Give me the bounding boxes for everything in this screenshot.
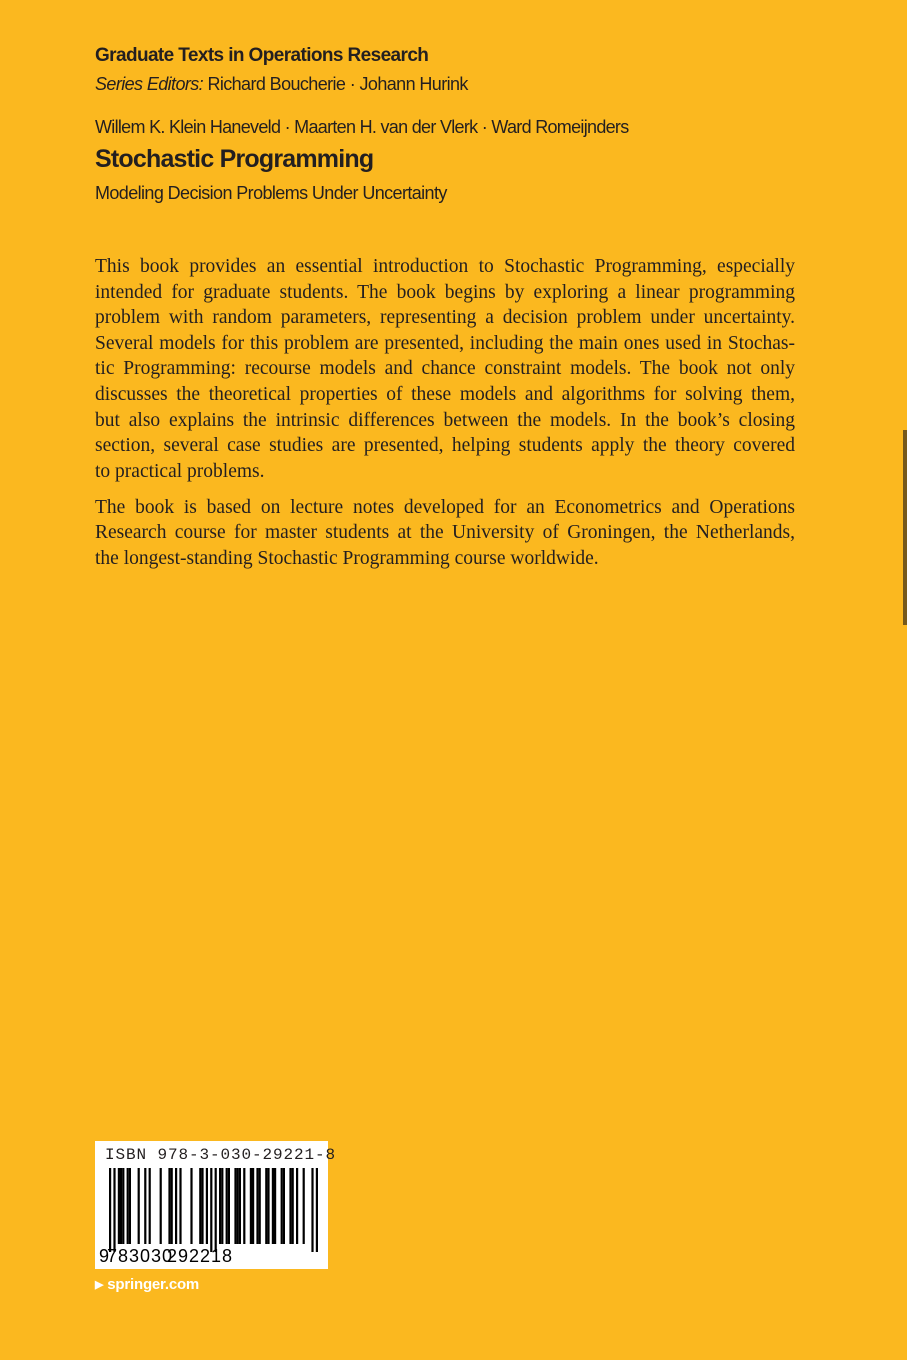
book-authors: Willem K. Klein Haneveld · Maarten H. van der Vlerk · Ward Romeijnders: [95, 117, 629, 137]
barcode-bar: [171, 1168, 173, 1244]
blurb-paragraph-1: [95, 254, 795, 484]
barcode-bar: [199, 1168, 201, 1244]
barcode-bar: [118, 1168, 120, 1244]
barcode-bar: [228, 1168, 230, 1244]
barcode-bar: [283, 1168, 285, 1244]
barcode-bar: [292, 1168, 294, 1244]
barcode-bar: [311, 1168, 313, 1252]
blurb-line: The book is based on lecture notes developed for an Econometrics and Operations: [95, 496, 795, 518]
barcode-bars: [109, 1168, 318, 1252]
barcode-bar: [234, 1168, 236, 1244]
barcode-bar: [201, 1168, 203, 1244]
series-editors-names: Richard Boucherie · Johann Hurink: [207, 74, 468, 94]
barcode-bar: [316, 1168, 318, 1252]
barcode-bar: [259, 1168, 261, 1244]
spine-edge-strip: [903, 430, 907, 625]
series-editors-label: Series Editors:: [95, 74, 204, 94]
barcode-bar: [239, 1168, 241, 1244]
publisher-link-text: springer.com: [107, 1276, 200, 1293]
barcode-bar: [168, 1168, 170, 1244]
barcode-bar: [289, 1168, 291, 1244]
barcode-bar: [265, 1168, 267, 1244]
barcode-bar: [272, 1168, 274, 1244]
triangle-right-icon: ▶: [95, 1279, 104, 1291]
blurb-line: Several models for this problem are presented, including the main ones used in Stochas-: [95, 332, 795, 354]
barcode-bar: [175, 1168, 177, 1244]
barcode-left-digits: 783030: [106, 1246, 174, 1266]
blurb-line: section, several case studies are presented, helping students apply the theory covered: [95, 435, 795, 457]
series-editors: [95, 74, 468, 95]
barcode-bar: [144, 1168, 146, 1244]
blurb-line: discusses the theoretical properties of these models and algorithms for solving them,: [95, 383, 795, 405]
blurb-line: to practical problems.: [95, 460, 265, 482]
book-blurb: [95, 254, 795, 572]
barcode-bar: [179, 1168, 181, 1244]
isbn-number: ISBN 978-3-030-29221-8: [105, 1146, 337, 1164]
barcode-bar: [281, 1168, 283, 1244]
barcode-bar: [120, 1168, 122, 1244]
barcode-bar: [252, 1168, 254, 1244]
barcode-bar: [243, 1168, 245, 1244]
blurb-line: This book provides an essential introduction to Stochastic Programming, especially: [95, 256, 795, 277]
barcode-image: [95, 1141, 328, 1269]
barcode-bar: [237, 1168, 239, 1244]
blurb-line: but also explains the intrinsic differences between the models. In the book’s closing: [95, 409, 795, 431]
book-title: Stochastic Programming: [95, 145, 374, 173]
barcode-bar: [210, 1168, 212, 1252]
barcode-bar: [250, 1168, 252, 1244]
barcode-bar: [221, 1168, 223, 1244]
barcode-bar: [303, 1168, 305, 1244]
barcode-bar: [206, 1168, 208, 1244]
barcode-bar: [122, 1168, 124, 1244]
barcode-bar: [138, 1168, 140, 1244]
blurb-line: Research course for master students at the University of Groningen, the Netherlands,: [95, 522, 795, 544]
blurb-paragraph-2: [95, 495, 795, 572]
barcode-bar: [129, 1168, 131, 1244]
barcode-bar: [226, 1168, 228, 1244]
barcode-bar: [296, 1168, 298, 1244]
blurb-line: tic Programming: recourse models and chance constraint models. The book not only: [95, 358, 795, 380]
barcode-bar: [256, 1168, 258, 1244]
barcode-bar: [149, 1168, 151, 1244]
barcode-bar: [190, 1168, 192, 1244]
barcode-lead-digit: 9: [99, 1246, 110, 1266]
blurb-line: problem with random parameters, representing a decision problem under uncertainty.: [95, 307, 795, 329]
barcode-bar: [109, 1168, 111, 1252]
isbn-barcode-box: [95, 1141, 337, 1269]
barcode-bar: [127, 1168, 129, 1244]
barcode-right-digits: 292218: [166, 1246, 234, 1266]
blurb-line: intended for graduate students. The book begins by exploring a linear programming: [95, 281, 795, 303]
barcode-bar: [160, 1168, 162, 1244]
barcode-digits: [99, 1246, 233, 1266]
book-subtitle: Modeling Decision Problems Under Uncertainty: [95, 183, 447, 203]
publisher-link[interactable]: [95, 1276, 199, 1293]
barcode-bar: [215, 1168, 217, 1252]
paragraph-gap: [95, 484, 795, 495]
blurb-line: the longest-standing Stochastic Programming course worldwide.: [95, 548, 599, 570]
barcode-bar: [267, 1168, 269, 1244]
barcode-bar: [219, 1168, 221, 1244]
series-title: Graduate Texts in Operations Research: [95, 45, 429, 66]
barcode-bar: [274, 1168, 276, 1244]
barcode-bar: [113, 1168, 115, 1252]
